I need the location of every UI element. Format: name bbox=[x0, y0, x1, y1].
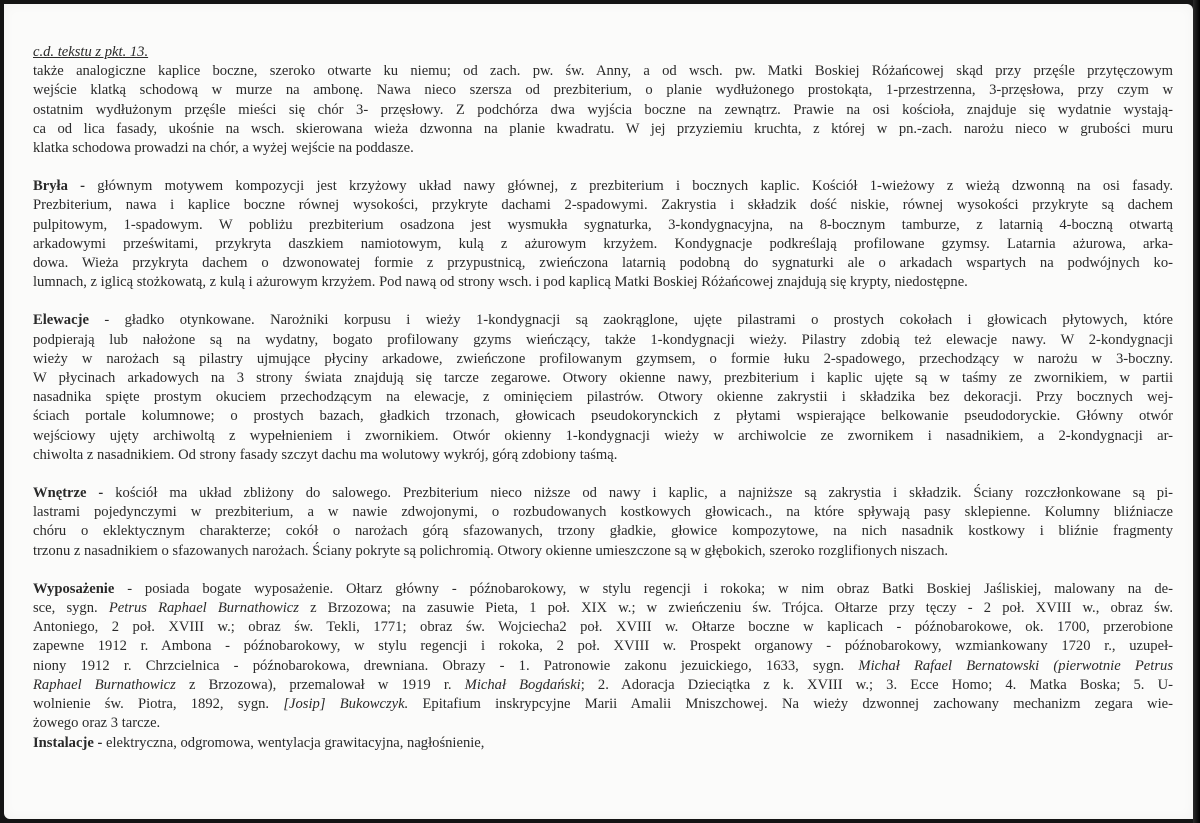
text-line: lumnach, z iglicą stożkowatą, z kulą i ażurowym krzyżem. Pod nawą od strony wsch. i pod kaplicą Matki Boskiej Różańcowej znajdują się krypty, niedostępne. bbox=[33, 274, 968, 291]
text-line: chiwolta z nasadnikiem. Od strony fasady szczyt dachu ma wolutowy wykrój, górą zdobiony taśmą. bbox=[33, 446, 618, 463]
text-line: także analogiczne kaplice boczne, szeroko otwarte ku niemu; od zach. pw. św. Anny, a od wsch. pw. Matki Boskiej Różańcowej skąd przy przęśle przytęczowym bbox=[33, 63, 1173, 80]
scan-edge bbox=[1193, 0, 1200, 823]
text-line: niony 1912 r. Chrzcielnica - późnobarokowa, drewniana. Obrazy - 1. Patronowie zakonu jezuickiego, 1633, sygn. Michał Rafael Bernatowski (pierwotnie Petrus bbox=[33, 657, 1173, 674]
section-label: Bryła - bbox=[33, 178, 85, 195]
text-line: zapewne 1912 r. Ambona - późnobarokowy, w stylu regencji i rokoka, 2 poł. XVIII w. Prospekt organowy - późnobarokowy, wzmiankowany 1720 r., uzupeł- bbox=[33, 638, 1173, 655]
section-wnetrze bbox=[33, 484, 1173, 561]
continuation-heading: c.d. tekstu z pkt. 13. bbox=[33, 44, 149, 60]
section-wyposazenie bbox=[33, 580, 1173, 734]
text-line: Antoniego, 2 poł. XVIII w.; obraz św. Tekli, 1771; obraz św. Wojciecha2 poł. XVIII w. Ołtarze boczne w kaplicach - późnobarokowe, ok. 1700, przerobione bbox=[33, 619, 1173, 636]
text-line: Instalacje - elektryczna, odgromowa, wentylacja grawitacyjna, nagłośnienie, bbox=[33, 734, 485, 751]
text-line: klatka schodowa prowadzi na chór, a wyżej wejście na poddasze. bbox=[33, 140, 414, 157]
text-line: Elewacje - gładko otynkowane. Narożniki korpusu i wieży 1-kondygnacji są zaokrąglone, ujęte pilastrami o prostych cokołach i głowicach płytowych, które bbox=[33, 312, 1173, 329]
text-line: podpierają lub nałożone są na wydatny, bogato profilowany gzyms wieńczący, także 1-kondygnacji wieży. Pilastry zdobią też elewacje nawy. W 2-kondygnacji bbox=[33, 331, 1173, 348]
text-line: wieży w narożach są pilastry ujmujące płyciny arkadowe, zwieńczone profilowanym gzymsem, o formie łuku 2-spadowego, przechodzący w narożu w 3-boczny. bbox=[33, 350, 1173, 367]
text-line: nasadnika spięte prostym okuciem przechodzącym na elewacje, z ominięciem pilastrów. Otwory okienne zakrystii i składzika bez dekoracji. Przy bocznych wej- bbox=[33, 389, 1173, 406]
section-instalacje bbox=[33, 734, 1173, 753]
artist-name: Petrus Raphael Burnathowicz bbox=[108, 600, 299, 617]
section-label: Wyposażenie bbox=[33, 580, 115, 597]
section-label: Elewacje bbox=[33, 312, 89, 329]
text-line: ostatnim wydłużonym przęśle mieści się chór 3- przęsłowy. Z podchórza dwa wyjścia boczne na zewnątrz. Prawie na osi kościoła, znajduje się wydatnie wystają- bbox=[33, 101, 1173, 118]
text-line: dowa. Wieża przykryta dachem o dzwonowatej formie z przypustnicą, zwieńczona latarnią podobną do sygnaturki ale o arkadach wspartych na podwójnych ko- bbox=[33, 255, 1173, 272]
text-line: chóru o eklektycznym charakterze; cokół o narożach górą sfazowanych, trzony gładkie, głowice kompozytowe, na nich nasadnik kostkowy i bliźnie fragmenty bbox=[33, 523, 1173, 540]
text-line: wejście klatką schodową w murze na ambonę. Nawa nieco szersza od prezbiterium, o planie wydłużonego prostokąta, 1-przestrzenna, 3-przęsłowa, przy czym w bbox=[33, 82, 1173, 99]
text-line: Wnętrze - kościół ma układ zbliżony do salowego. Prezbiterium nieco niższe od nawy i kaplic, a najniższe są zakrystia i składzik. Ściany rozczłonkowane są pi- bbox=[33, 485, 1173, 502]
text-line: trzonu z nasadnikiem o sfazowanych narożach. Ściany pokryte są polichromią. Otwory okienne umieszczone są w głębokich, szeroko rozglifionych niszach. bbox=[33, 542, 949, 559]
text-line: sce, sygn. Petrus Raphael Burnathowicz z Brzozowa; na zasuwie Pieta, 1 poł. XIX w.; w zwieńczeniu św. Trójca. Ołtarze przy tęczy - 2 poł. XVIII w., obraz św. bbox=[33, 600, 1173, 617]
document-body bbox=[33, 43, 1173, 753]
artist-name: Michał Rafael Bernatowski (pierwotnie Petrus bbox=[858, 657, 1173, 674]
section-elewacje bbox=[33, 311, 1173, 465]
artist-name: Raphael Burnathowicz bbox=[33, 676, 176, 693]
scanned-page bbox=[4, 4, 1193, 819]
text-line: Prezbiterium, nawa i kaplice boczne równej wysokości, przykryte dachami 2-spadowymi. Zakrystia i składzik dość niskie, równej wysokości przykryte są dachem bbox=[33, 197, 1173, 214]
text-line: lastrami pojedynczymi w prezbiterium, a w nawie zdwojonymi, o rozbudowanych kostkowych głowicach., na które spływają pasy sklepienne. Kolumny bliźniacze bbox=[33, 504, 1173, 521]
text-line: wejściowy ujęty archiwoltą z wypełnieniem i zwornikiem. Otwór okienny 1-kondygnacji wieży w archiwolcie ze zwornikem i nasadnikiem, a 2-kondygnacji ar- bbox=[33, 427, 1173, 444]
text-line: arkadowymi prześwitami, przykryta daszkiem namiotowym, kulą z ażurowym krzyżem. Kondygnacje podkreślają profilowane gzymsy. Latarnia ażurowa, arka- bbox=[33, 235, 1173, 252]
artist-name: [Josip] Bukowczyk. bbox=[283, 696, 409, 713]
text-line: żowego oraz 3 tarcze. bbox=[33, 715, 161, 732]
text-line: ca od lica fasady, ukośnie na wsch. skierowana wieża dzwonna na planie kwadratu. W jej przyziemiu kruchta, z której w pn.-zach. narożu nieco w grubości muru bbox=[33, 120, 1173, 137]
section-label: Wnętrze - bbox=[33, 485, 104, 502]
artist-name: Michał Bogdański bbox=[464, 676, 581, 693]
section-label: Instalacje - bbox=[33, 734, 103, 751]
section-bryla bbox=[33, 177, 1173, 292]
text-line: Bryła - głównym motywem kompozycji jest krzyżowy układ nawy głównej, z prezbiterium i bocznych kaplic. Kościół 1-wieżowy z wieżą dzwonną na osi fasady. bbox=[33, 178, 1173, 195]
text-line: pulpitowym, 1-spadowym. W pobliżu prezbiterium osadzona jest wysmukła sygnaturka, 3-kondygnacyjna, na 8-bocznym tamburze, z latarnią 4-boczną otwartą bbox=[33, 216, 1173, 233]
text-line: Raphael Burnathowicz z Brzozowa), przemalował w 1919 r. Michał Bogdański; 2. Adoracja Dzieciątka z k. XVIII w.; 3. Ecce Homo; 4. Matka Boska; 5. U- bbox=[33, 676, 1173, 693]
text-line: wolnienie św. Piotra, 1892, sygn. [Josip] Bukowczyk. Epitafium inskrypcyjne Marii Amalii Mniszchowej. Na wieży dzwonnej zachowany mechanizm zegara wie- bbox=[33, 696, 1173, 713]
text-line: Wyposażenie - posiada bogate wyposażenie. Ołtarz główny - późnobarokowy, w stylu regencji i rokoka; w nim obraz Batki Boskiej Jaśliskiej, malowany na de- bbox=[33, 580, 1173, 597]
text-line: ściach portale kolumnowe; o prostych bazach, gładkich trzonach, głowicach pseudokorynckich z płytami wspierające belkowanie pseudodoryckie. Główny otwór bbox=[33, 408, 1173, 425]
text-line: W płycinach arkadowych na 3 strony świata znajdują się tarcze zegarowe. Otwory okienne nawy, prezbiterium i kaplic ujęte są w taśmy ze zwornikiem, w partii bbox=[33, 370, 1173, 387]
intro-paragraph bbox=[33, 62, 1173, 158]
